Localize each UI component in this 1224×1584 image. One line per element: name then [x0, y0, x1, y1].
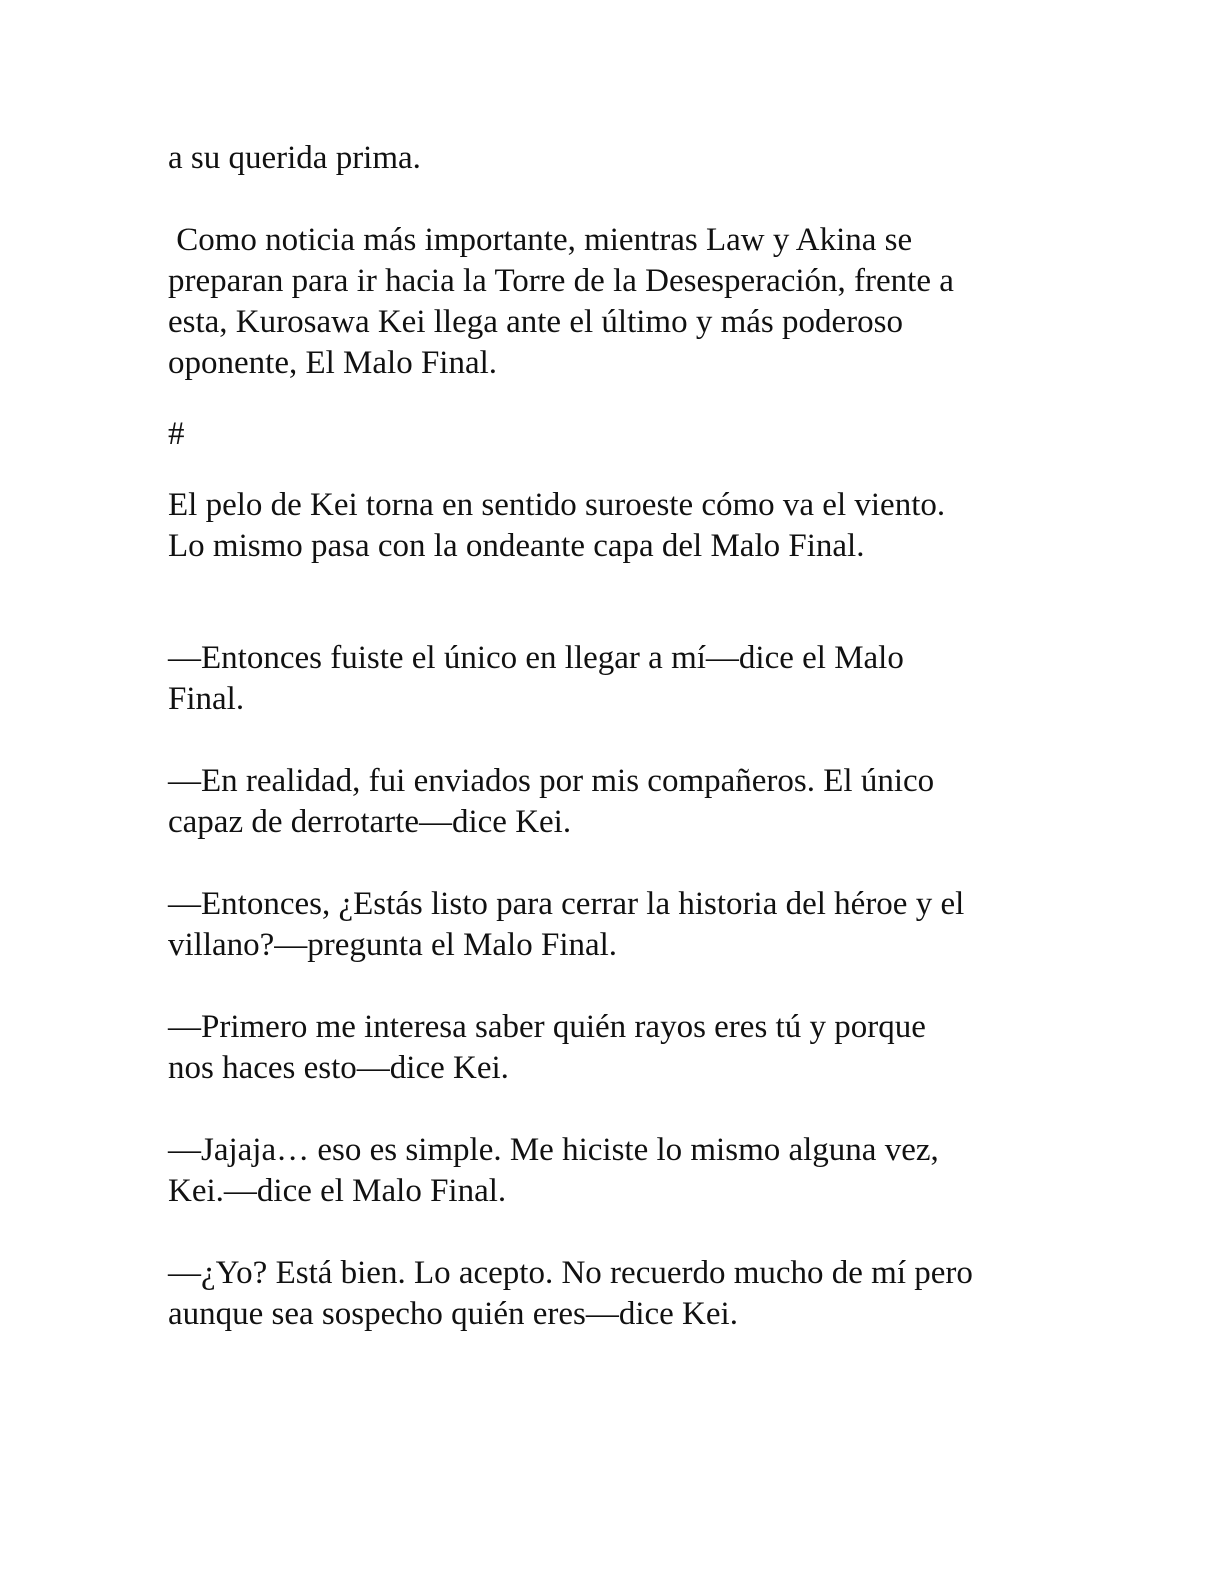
document-page [168, 138, 1068, 1335]
dialogue-3: —Entonces, ¿Estás listo para cerrar la historia del héroe y el villano?—pregunta el Malo Final. [168, 886, 965, 963]
dialogue-2: —En realidad, fui enviados por mis compañeros. El único capaz de derrotarte—dice Kei. [168, 763, 935, 840]
paragraph-3: El pelo de Kei torna en sentido suroeste cómo va el viento. Lo mismo pasa con la ondeante capa del Malo Final. [168, 487, 946, 564]
paragraph-2: Como noticia más importante, mientras Law y Akina se preparan para ir hacia la Torre de la Desesperación, frente a esta, Kurosawa Kei llega ante el último y más poderoso oponente, El Malo Final. [168, 222, 954, 381]
paragraph-1: a su querida prima. [168, 140, 421, 176]
dialogue-5: —Jajaja… eso es simple. Me hiciste lo mismo alguna vez, Kei.—dice el Malo Final. [168, 1132, 939, 1209]
dialogue-4: —Primero me interesa saber quién rayos eres tú y porque nos haces esto—dice Kei. [168, 1009, 926, 1086]
dialogue-1: —Entonces fuiste el único en llegar a mí—dice el Malo Final. [168, 640, 904, 717]
scene-break: # [168, 416, 185, 452]
dialogue-6: —¿Yo? Está bien. Lo acepto. No recuerdo mucho de mí pero aunque sea sospecho quién eres—dice Kei. [168, 1255, 973, 1332]
